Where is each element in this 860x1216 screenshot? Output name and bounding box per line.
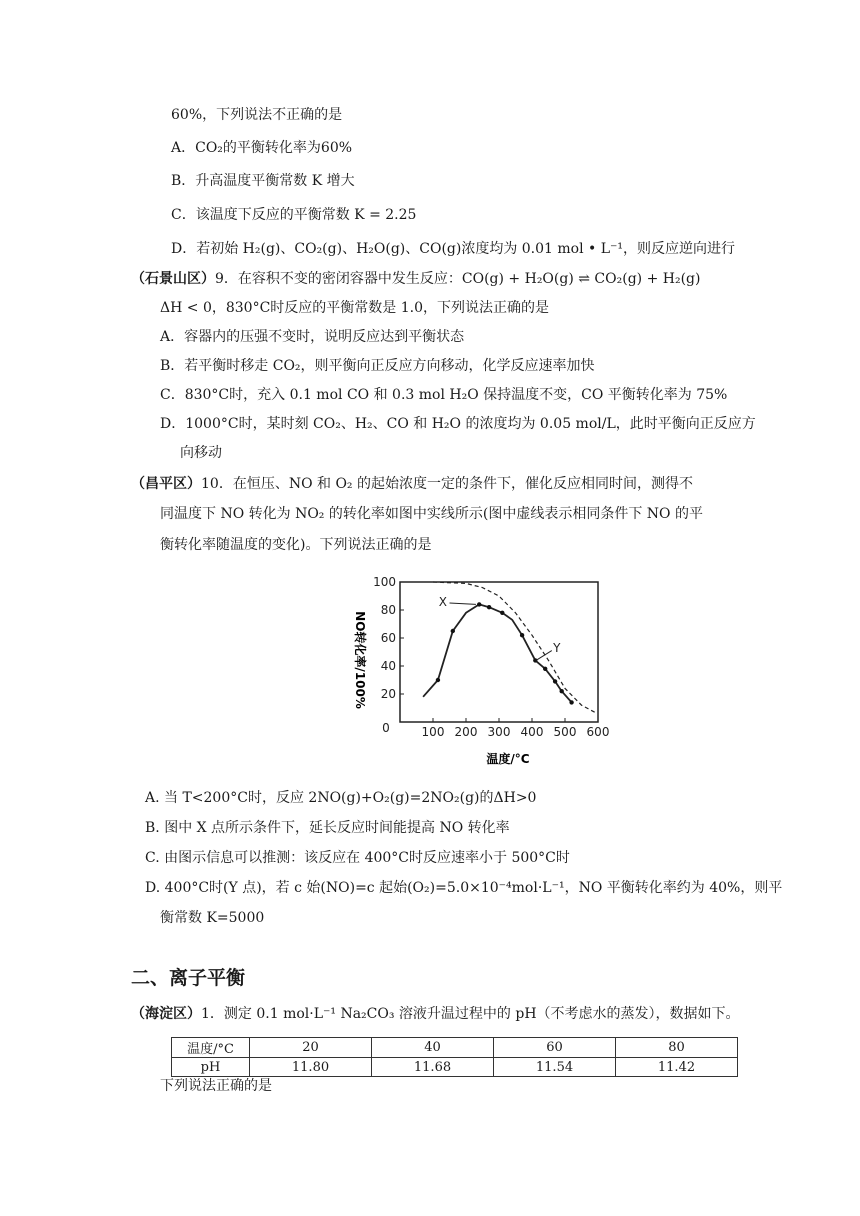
origin-tick-label: 0 bbox=[382, 721, 390, 735]
x-pointer bbox=[450, 603, 476, 604]
data-point bbox=[500, 611, 504, 615]
q9-option-b: B．若平衡时移走 CO₂，则平衡向正反应方向移动，化学反应速率加快 bbox=[160, 358, 595, 374]
y-axis-label: NO转化率/100% bbox=[353, 611, 367, 709]
q9-option-c: C．830°C时，充入 0.1 mol CO 和 0.3 mol H₂O 保持温度不变，CO 平衡转化率为 75% bbox=[160, 387, 728, 403]
chart-ticks bbox=[373, 575, 609, 739]
q10-district: （昌平区） bbox=[131, 476, 201, 492]
measured-curve bbox=[423, 604, 571, 702]
table-cell: 80 bbox=[616, 1038, 738, 1058]
x-tick-label: 300 bbox=[487, 725, 511, 739]
table-cell: 20 bbox=[250, 1038, 372, 1058]
y-tick-label: 60 bbox=[380, 631, 396, 645]
data-point bbox=[436, 678, 440, 682]
q10-stem1: 10．在恒压、NO 和 O₂ 的起始浓度一定的条件下，催化反应相同时间，测得不 bbox=[201, 476, 693, 492]
annotation-y: Y bbox=[553, 641, 561, 655]
table-row bbox=[172, 1038, 738, 1058]
table-cell: 11.54 bbox=[494, 1058, 616, 1077]
table-cell: 60 bbox=[494, 1038, 616, 1058]
x-tick-label: 400 bbox=[520, 725, 544, 739]
q8-option-b: B．升高温度平衡常数 K 增大 bbox=[171, 173, 355, 189]
section-title: 二、离子平衡 bbox=[131, 967, 246, 989]
data-point bbox=[560, 689, 564, 693]
data-point bbox=[451, 629, 455, 633]
data-point bbox=[569, 700, 573, 704]
q9-option-d1: D．1000°C时，某时刻 CO₂、H₂、CO 和 H₂O 的浓度均为 0.05 mol/L，此时平衡向正反应方 bbox=[160, 416, 756, 432]
data-point bbox=[543, 667, 547, 671]
table-cell: 11.68 bbox=[372, 1058, 494, 1077]
q10-option-a: A. 当 T<200°C时，反应 2NO(g)+O₂(g)=2NO₂(g)的ΔH>0 bbox=[145, 790, 537, 806]
q10-option-c: C. 由图示信息可以推测：该反应在 400°C时反应速率小于 500°C时 bbox=[145, 850, 570, 866]
chart-axes bbox=[400, 582, 598, 722]
x-tick-label: 200 bbox=[454, 725, 478, 739]
q9-option-d2: 向移动 bbox=[180, 445, 222, 461]
q9-stem-line1 bbox=[131, 270, 700, 288]
table-cell: pH bbox=[172, 1058, 250, 1077]
q9-stem1: 9．在容积不变的密闭容器中发生反应：CO(g) + H₂O(g) ⇌ CO₂(g) + H₂(g) bbox=[215, 271, 701, 287]
y-tick-label: 20 bbox=[380, 687, 396, 701]
q1-stem: 1．测定 0.1 mol·L⁻¹ Na₂CO₃ 溶液升温过程中的 pH（不考虑水的蒸发），数据如下。 bbox=[201, 1006, 740, 1022]
table-cell: 11.80 bbox=[250, 1058, 372, 1077]
q10-option-d2: 衡常数 K=5000 bbox=[160, 910, 265, 926]
q1-stem-line bbox=[131, 1005, 740, 1023]
table-cell: 40 bbox=[372, 1038, 494, 1058]
plot-frame bbox=[400, 582, 598, 722]
x-tick-label: 100 bbox=[421, 725, 445, 739]
q10-option-d1: D. 400°C时(Y 点)，若 c 始(NO)=c 起始(O₂)=5.0×10⁻⁴mol·L⁻¹，NO 平衡转化率约为 40%，则平 bbox=[145, 880, 783, 896]
table-cell: 温度/°C bbox=[172, 1038, 250, 1058]
q1-district: （海淀区） bbox=[131, 1006, 201, 1022]
q9-stem2: ΔH < 0，830°C时反应的平衡常数是 1.0，下列说法正确的是 bbox=[160, 300, 550, 316]
chart-annotations bbox=[439, 595, 561, 661]
table-row bbox=[172, 1058, 738, 1077]
data-point bbox=[553, 679, 557, 683]
q9-district: （石景山区） bbox=[131, 271, 215, 287]
q10-stem-line1 bbox=[131, 475, 693, 493]
q9-option-a: A．容器内的压强不变时，说明反应达到平衡状态 bbox=[160, 329, 465, 345]
no-conversion-chart bbox=[340, 570, 620, 770]
y-tick-label: 100 bbox=[373, 575, 396, 589]
q1-after: 下列说法正确的是 bbox=[160, 1078, 272, 1094]
data-point bbox=[477, 602, 481, 606]
y-tick-label: 80 bbox=[380, 603, 396, 617]
data-point bbox=[520, 633, 524, 637]
x-tick-label: 600 bbox=[586, 725, 610, 739]
q10-option-b: B. 图中 X 点所示条件下，延长反应时间能提高 NO 转化率 bbox=[145, 820, 510, 836]
table-cell: 11.42 bbox=[616, 1058, 738, 1077]
q8-option-a: A．CO₂的平衡转化率为60% bbox=[171, 140, 353, 156]
x-tick-label: 500 bbox=[553, 725, 577, 739]
chart-series bbox=[423, 582, 595, 712]
equilibrium-curve bbox=[433, 582, 595, 712]
data-point bbox=[487, 605, 491, 609]
q10-stem2: 同温度下 NO 转化为 NO₂ 的转化率如图中实线所示(图中虚线表示相同条件下 NO 的平 bbox=[160, 506, 703, 522]
q8-intro: 60%，下列说法不正确的是 bbox=[171, 107, 343, 123]
y-pointer bbox=[536, 651, 552, 661]
annotation-x: X bbox=[438, 594, 448, 609]
q8-option-d: D．若初始 H₂(g)、CO₂(g)、H₂O(g)、CO(g)浓度均为 0.01 mol • L⁻¹，则反应逆向进行 bbox=[171, 241, 736, 257]
ph-table bbox=[171, 1037, 738, 1077]
q10-stem3: 衡转化率随温度的变化)。下列说法正确的是 bbox=[160, 537, 432, 553]
y-tick-label: 40 bbox=[380, 659, 396, 673]
q8-option-c: C．该温度下反应的平衡常数 K = 2.25 bbox=[171, 207, 417, 223]
x-axis-label: 温度/°C bbox=[486, 752, 530, 766]
